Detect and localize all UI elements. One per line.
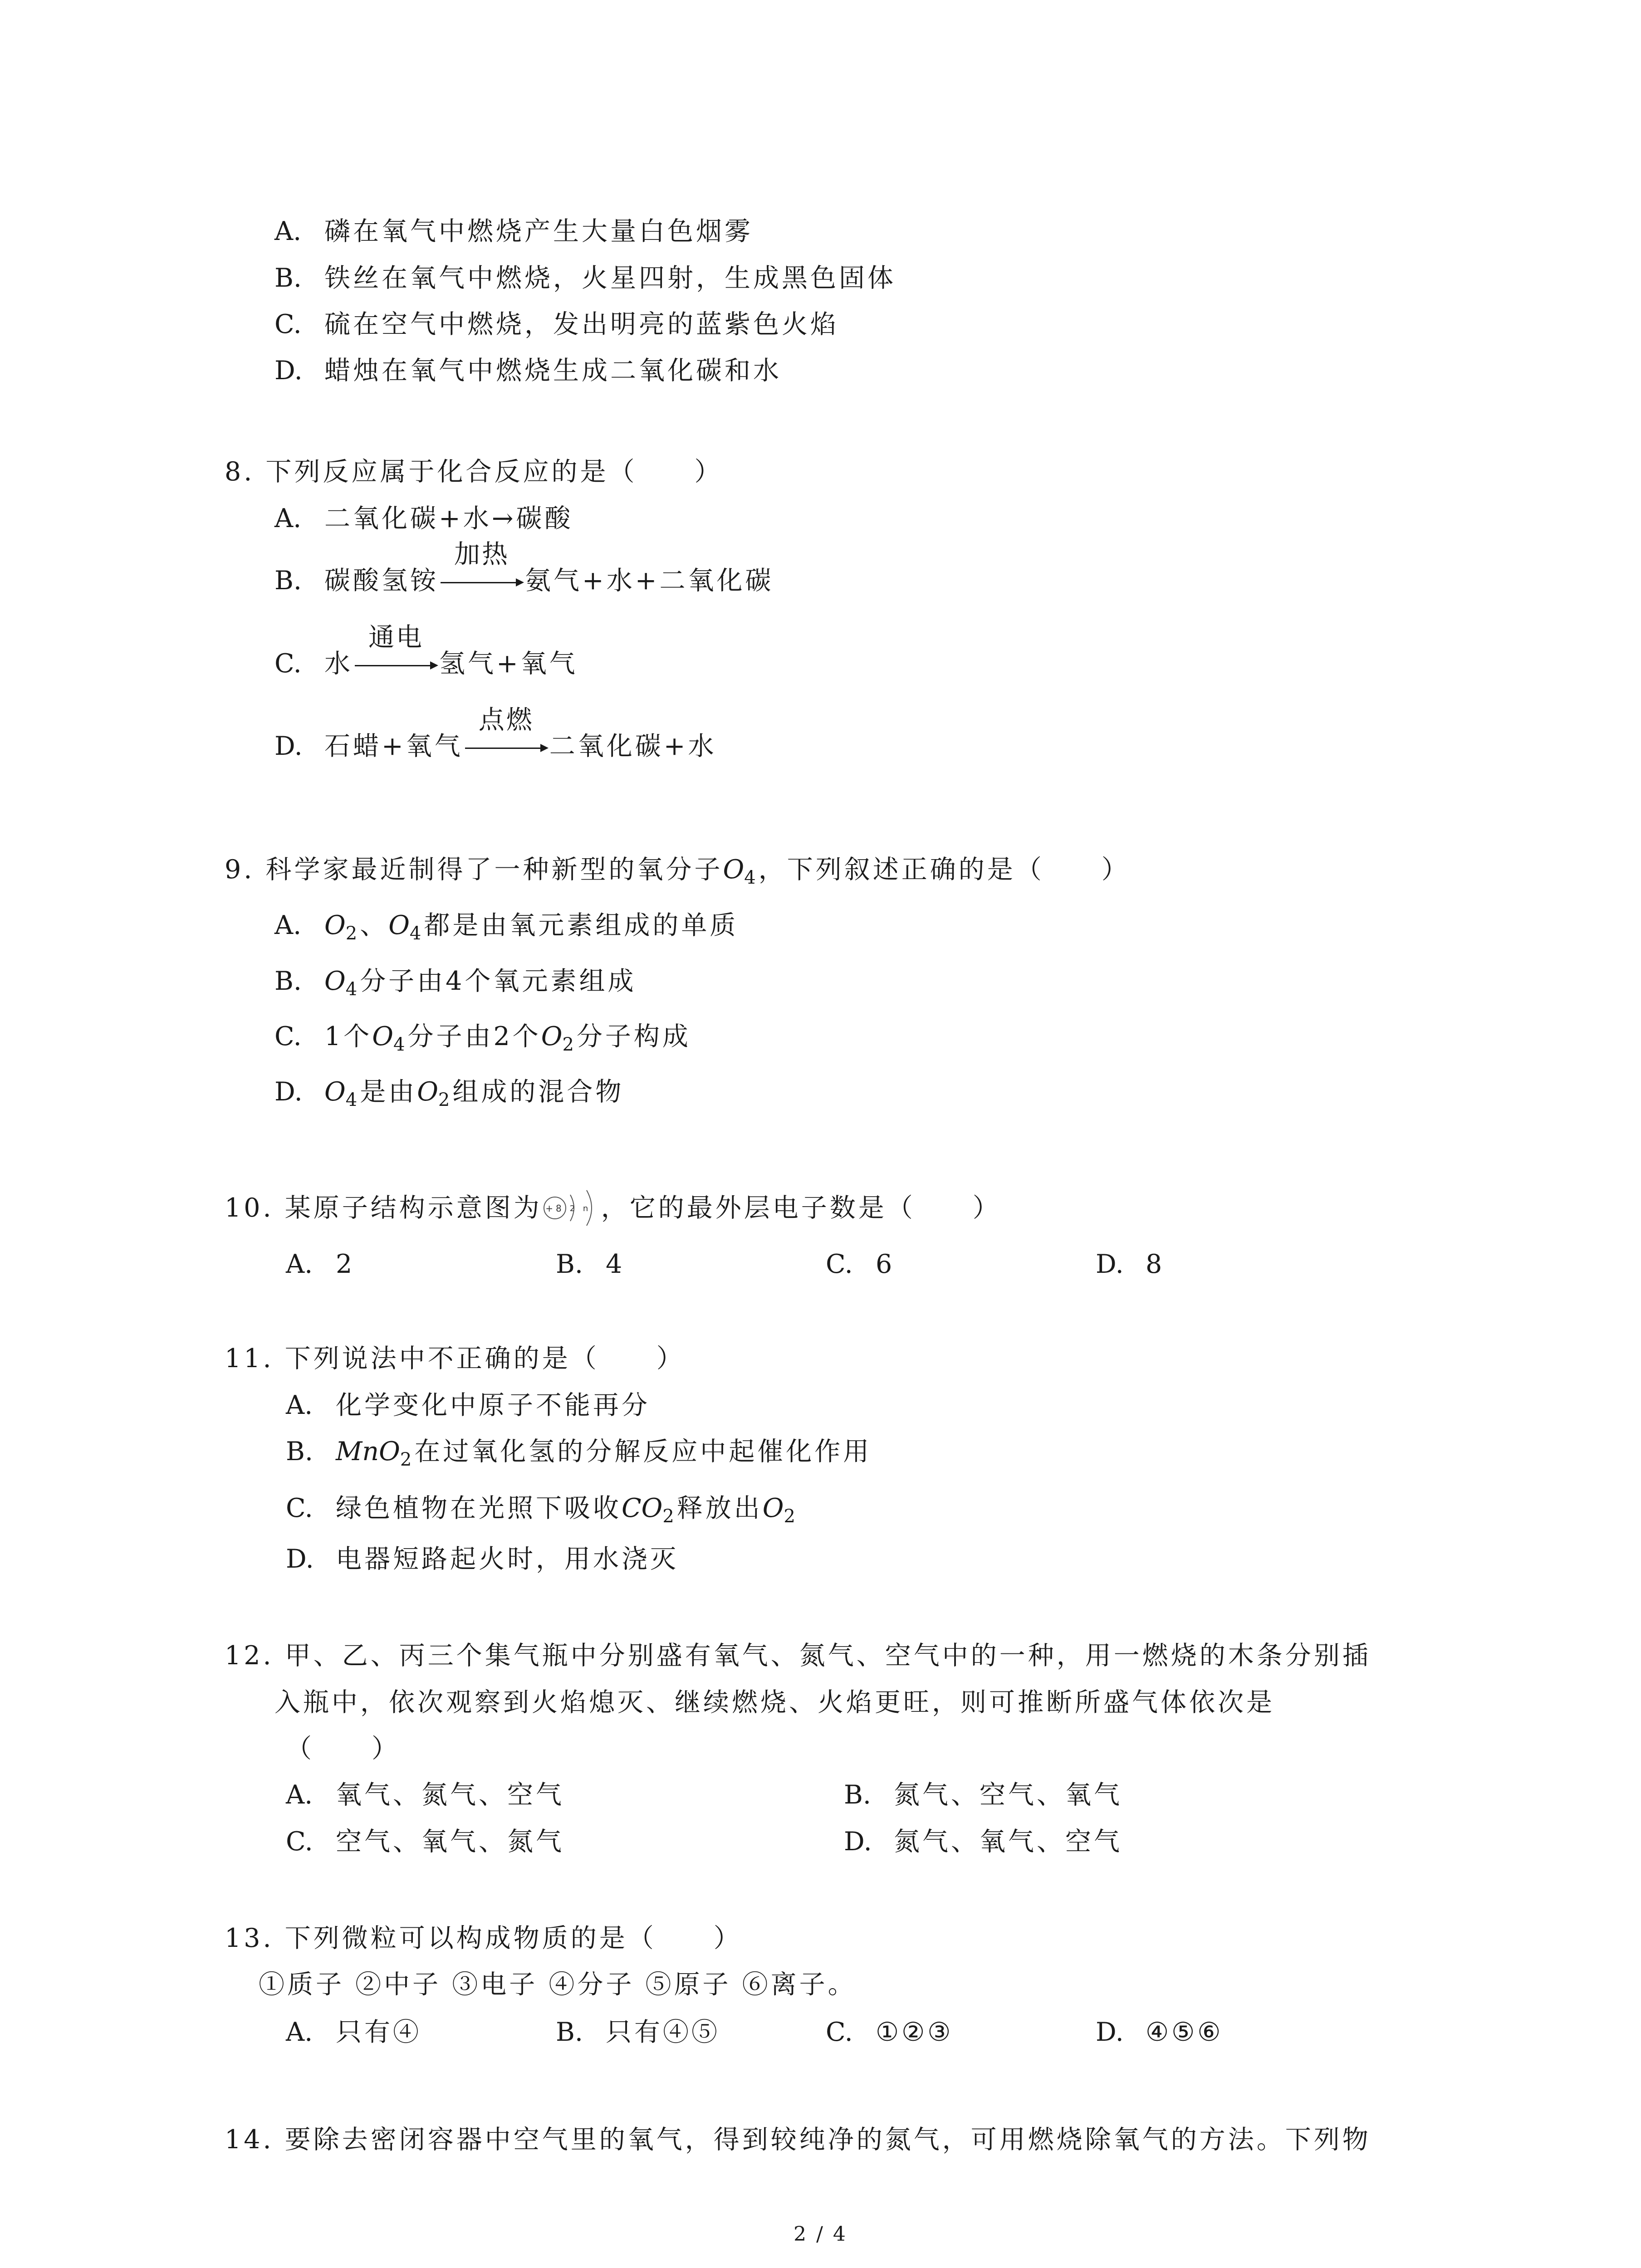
q11-option-a: A. 化学变化中原子不能再分 — [286, 1390, 650, 1420]
q9-option-b: B. $O_4$分子由4个氧元素组成 — [274, 966, 637, 1000]
q12-stem-line-1: 12. 甲、乙、丙三个集气瓶中分别盛有氧气、氮气、空气中的一种，用一燃烧的木条分别插 — [225, 1641, 1371, 1671]
q11-stem: 11. 下列说法中不正确的是（ ） — [225, 1344, 685, 1374]
q12-stem-line-2: 入瓶中，依次观察到火焰熄灭、继续燃烧、火焰更旺，则可推断所盛气体依次是 — [274, 1687, 1275, 1717]
q8-option-a: A. 二氧化碳+水→碳酸 — [274, 503, 573, 533]
q9-option-a: A. $O_2$、$O_4$都是由氧元素组成的单质 — [274, 910, 739, 944]
q10-option-d: D. 8 — [1096, 1249, 1165, 1279]
q8-stem: 8. 下列反应属于化合反应的是（ ） — [225, 457, 723, 487]
q11-option-b: B. MnO$_2$在过氧化氢的分解反应中起催化作用 — [286, 1437, 872, 1470]
shell-electrons: 2 n — [569, 1204, 591, 1213]
nucleus-charge: +8 — [545, 1203, 564, 1214]
arrow-icon — [355, 665, 436, 666]
reaction-arrow: 点燃 — [463, 730, 549, 762]
q10-option-b: B. 4 — [556, 1249, 625, 1279]
q7-option-b: B. 铁丝在氧气中燃烧，火星四射，生成黑色固体 — [274, 263, 896, 293]
q13-stem: 13. 下列微粒可以构成物质的是（ ） — [225, 1923, 742, 1953]
q8-option-b: B. 碳酸氢铵 加热 氨气+水+二氧化碳 — [274, 539, 774, 596]
q10-stem: 10. 某原子结构示意图为 +8 2 n ，它的最外层电子数是（ ） — [225, 1189, 1001, 1230]
q8-option-c: C. 水 通电 氢气+氧气 — [274, 622, 578, 679]
q8-option-d: D. 石蜡+氧气 点燃 二氧化碳+水 — [274, 705, 717, 761]
q10-option-a: A. 2 — [286, 1249, 355, 1279]
q12-stem-line-3: （ ） — [286, 1734, 400, 1764]
q11-option-d: D. 电器短路起火时，用水浇灭 — [286, 1544, 679, 1574]
q12-option-c: C. 空气、氧气、氮气 — [286, 1827, 564, 1857]
q7-option-d: D. 蜡烛在氧气中燃烧生成二氧化碳和水 — [274, 356, 782, 386]
q13-items: ①质子 ②中子 ③电子 ④分子 ⑤原子 ⑥离子。 — [259, 1970, 857, 1999]
q10-option-c: C. 6 — [826, 1249, 895, 1279]
reaction-arrow: 加热 — [439, 565, 525, 596]
q14-stem: 14. 要除去密闭容器中空气里的氧气，得到较纯净的氮气，可用燃烧除氧气的方法。下列物 — [225, 2125, 1371, 2155]
arrow-icon — [465, 748, 546, 749]
q12-option-b: B. 氮气、空气、氧气 — [844, 1780, 1122, 1810]
arrow-icon — [441, 582, 521, 583]
atom-structure-diagram — [542, 1187, 601, 1227]
q9-option-d: D. $O_4$是由$O_2$组成的混合物 — [274, 1077, 624, 1110]
q9-option-c: C. 1个$O_4$分子由2个$O_2$分子构成 — [274, 1022, 691, 1055]
page-number: 2 / 4 — [794, 2223, 847, 2246]
reaction-arrow: 通电 — [353, 648, 439, 679]
q13-option-a: A. 只有④ — [286, 2017, 421, 2047]
q13-option-c: C. ①②③ — [826, 2017, 954, 2047]
q13-option-b: B. 只有④⑤ — [556, 2017, 720, 2047]
q7-option-c: C. 硫在空气中燃烧，发出明亮的蓝紫色火焰 — [274, 309, 839, 339]
q7-option-a: A. 磷在氧气中燃烧产生大量白色烟雾 — [274, 216, 753, 246]
q13-option-d: D. ④⑤⑥ — [1096, 2017, 1224, 2047]
q12-option-a: A. 氧气、氮气、空气 — [286, 1780, 564, 1810]
q11-option-c: C. 绿色植物在光照下吸收$CO_2$释放出$O_2$ — [286, 1493, 798, 1527]
q9-stem: 9. 科学家最近制得了一种新型的氧分子$O_4$，下列叙述正确的是（ ） — [225, 855, 1130, 888]
q12-option-d: D. 氮气、氧气、空气 — [844, 1827, 1122, 1857]
